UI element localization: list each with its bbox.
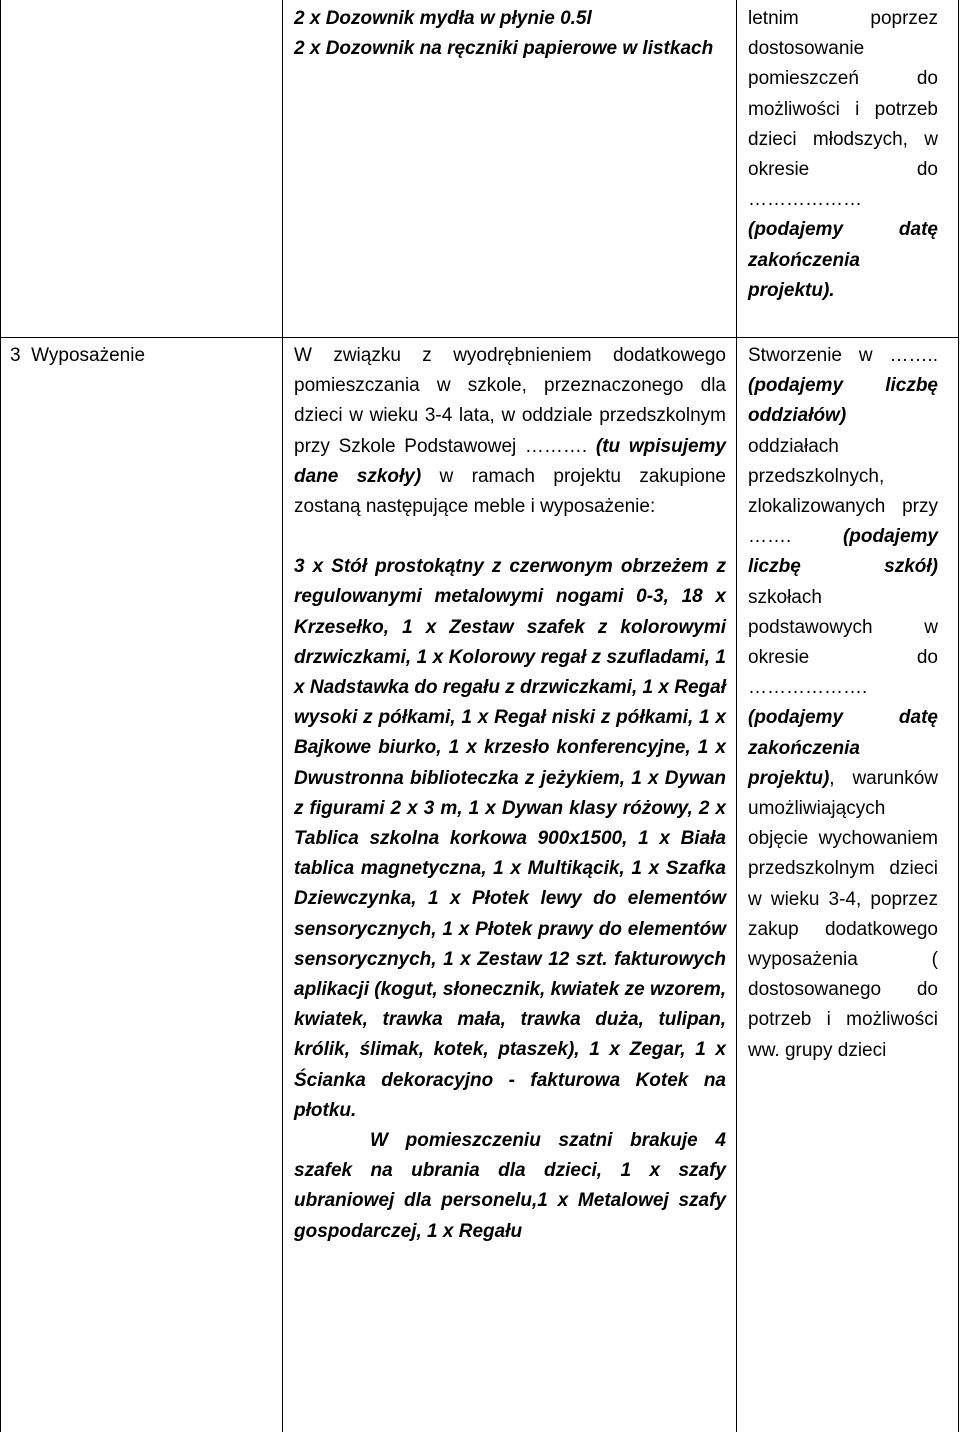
row1-col2-line-1: 2 x Dozownik mydła w płynie 0.5l — [294, 8, 592, 29]
col3-c: szkołach podstawowych w okresie do — [748, 586, 938, 669]
paragraph-gap — [294, 522, 726, 552]
table-border-right — [958, 0, 959, 1432]
intro-text: W związku z wyodrębnieniem dodatkowego pomieszczania w szkole, przeznaczonego dla dzieci w wieku 3-4 lata, w oddziale przedszkolnym przy Szkole Podstawowej ………. — [294, 345, 726, 457]
col3-a-bold: (podajemy liczbę oddziałów) — [748, 375, 938, 427]
row-label: Wyposażenie — [31, 345, 146, 366]
row2-col2-text — [294, 341, 726, 1247]
equipment-list: 3 x Stół prostokątny z czerwonym obrzeżem z regulowanymi metalowymi nogami 0-3, 18 x Krzesełko, 1 x Zestaw szafek z kolorowymi drzwiczkami, 1 x Kolorowy regał z szufladami, 1 x Nadstawka do regału z drzwiczkami, 1 x Regał wysoki z półkami, 1 x Regał niski z półkami, 1 x Bajkowe biurko, 1 x krzesło konferencyjne, 1 x Dwustronna biblioteczka z jeżykiem, 1 x Dywan z figurami 2 x 3 m, 1 x Dywan klasy różowy, 2 x Tablica szkolna korkowa 900x1500, 1 x Biała tablica magnetyczna, 1 x Multikącik, 1 x Szafka Dziewczynka, 1 x Płotek lewy do elementów sensorycznych, 1 x Płotek prawy do elementów sensorycznych, 1 x Zestaw 12 szt. fakturowych aplikacji (kogut, słonecznik, kwiatek ze wzorem, kwiatek, trawka mała, trawka duża, tulipan, królik, ślimak, kotek, ptaszek), 1 x Zegar, 1 x Ścianka dekoracyjno - fakturowa Kotek na płotku. — [294, 556, 726, 1121]
col3-c-bold: (podajemy datę zakończenia projektu) — [748, 707, 938, 789]
intro-end: w ramach projektu zakupione zostaną następujące meble i wyposażenie: — [294, 465, 726, 518]
cloakroom-text: W pomieszczeniu szatni brakuje 4 szafek na ubrania dla dzieci, 1 x szafy ubraniowej dla personelu,1 x Metalowej szafy gospodarczej, 1 x Regału — [294, 1130, 726, 1242]
table-border-left — [0, 0, 1, 1432]
col3-c-dots: ………………. — [748, 677, 868, 699]
col3-b-dots: ……. — [748, 526, 792, 548]
col3-a: Stworzenie w — [748, 345, 890, 366]
column-divider-2 — [736, 0, 737, 1432]
row2-col3-text — [748, 341, 938, 1066]
intro-bold: (tu wpisujemy dane szkoły) — [294, 435, 726, 487]
row-divider — [0, 337, 959, 338]
row1-col3-plain: letnim poprzez dostosowanie pomieszczeń do możliwości i potrzeb dzieci młodszych, w okresie do — [748, 8, 938, 181]
row1-col3-dots: ……………… — [748, 189, 862, 211]
col3-b-bold: (podajemy liczbę szkół) — [748, 526, 938, 578]
col3-a-dots: …….. — [889, 345, 938, 366]
row1-col3-text — [748, 4, 938, 306]
row1-col3-bold: (podajemy datę zakończenia projektu). — [748, 219, 938, 301]
row2-col2-intro — [294, 341, 726, 522]
row-number: 3 — [10, 345, 21, 366]
row2-col1-label — [10, 341, 272, 371]
col3-d: , warunków umożliwiających objęcie wychowaniem przedszkolnym dzieci w wieku 3-4, poprzez zakup dodatkowego wyposażenia ( dostosowanego do potrzeb i możliwości ww. grupy dzieci — [748, 767, 938, 1061]
row1-col2-text — [294, 4, 726, 64]
column-divider-1 — [282, 0, 283, 1432]
row1-col2-line-2: 2 x Dozownik na ręczniki papierowe w listkach — [294, 38, 714, 60]
col3-b: oddziałach przedszkolnych, zlokalizowanych przy — [748, 435, 938, 518]
